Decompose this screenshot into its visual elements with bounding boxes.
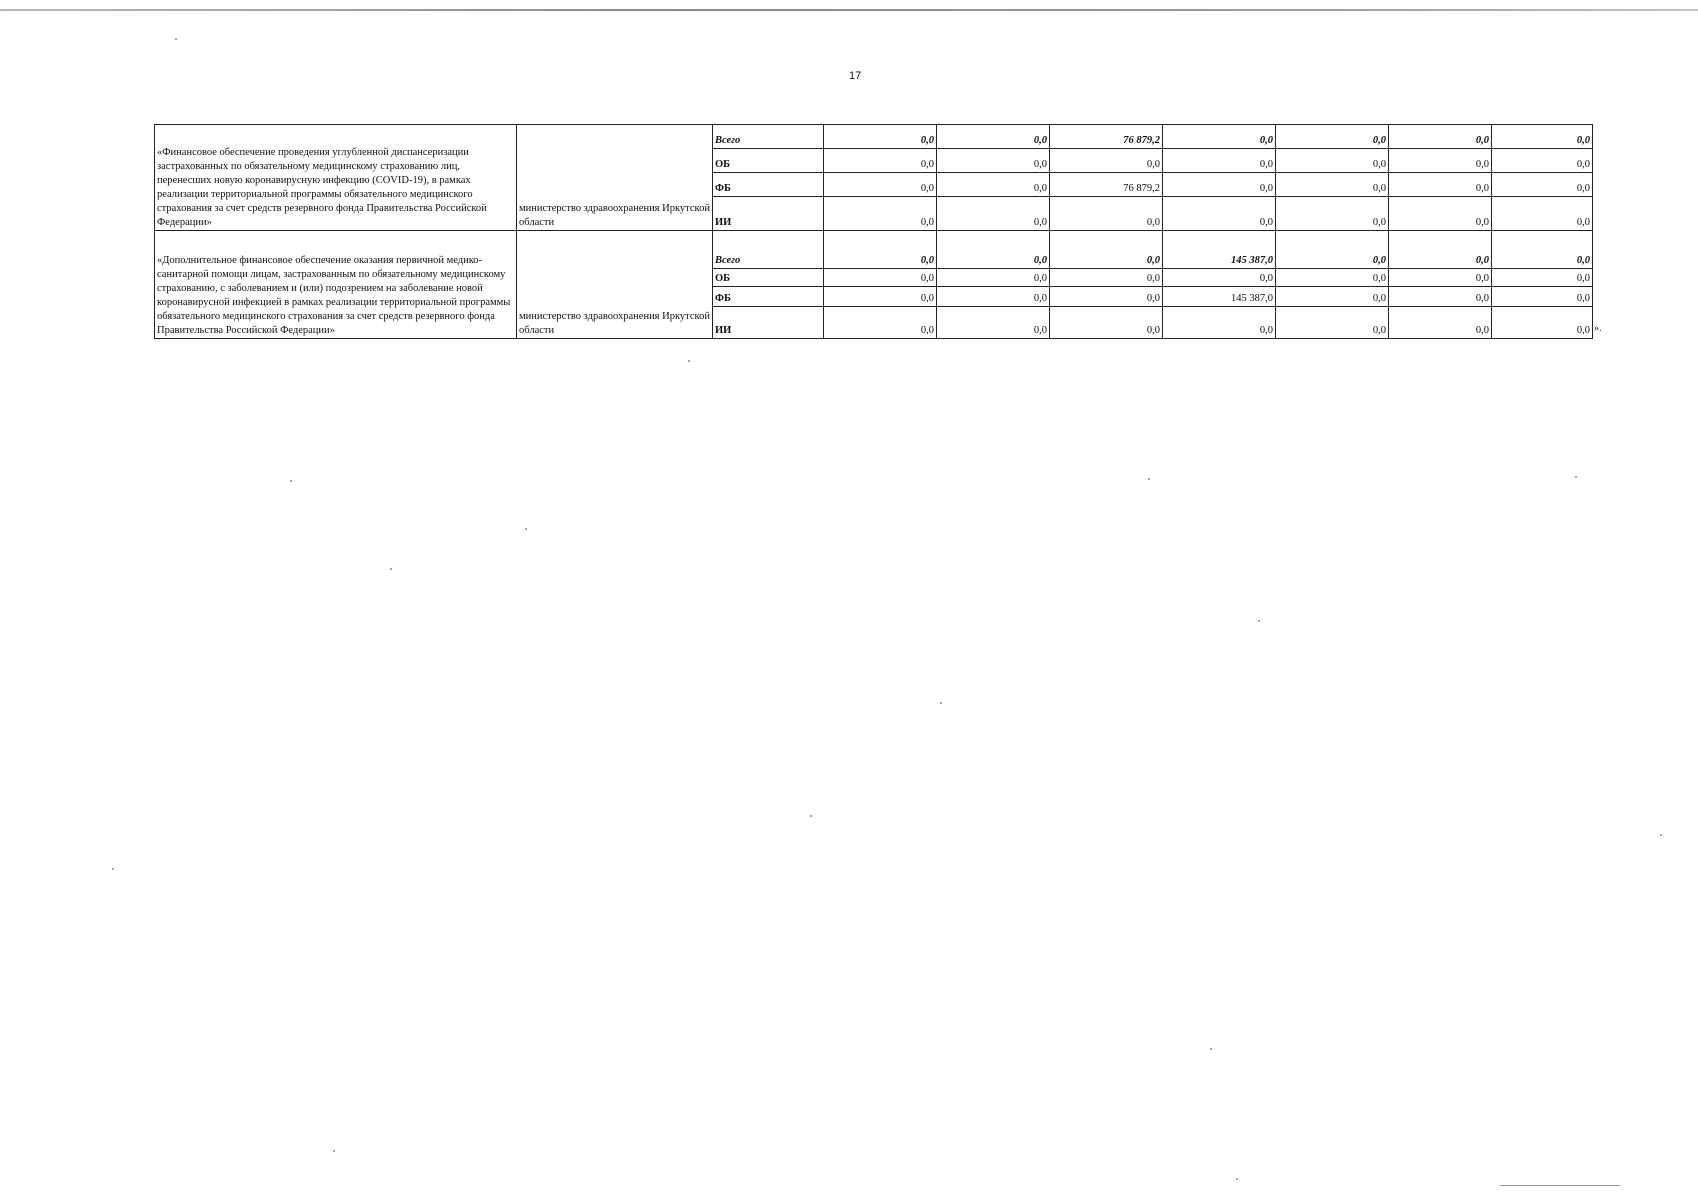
scan-speck [1236,1178,1238,1180]
value-cell: 0,0 [1389,269,1492,287]
measure-description: «Дополнительное финансовое обеспечение оказания первичной медико-санитарной помощи лицам, застрахованным по обязательному медицинскому страхованию, с заболеванием и (или) подозрением на заболевание новой коронавирусной инфекцией в рамках реализации территориальной программы обязательного медицинского страхования за счет средств резервного фонда Правительства Российской Федерации» [155,231,517,339]
value-cell: 0,0 [1389,307,1492,339]
value-cell: 0,0 [1163,173,1276,197]
table-row [155,231,1593,269]
funding-source-label: ОБ [713,269,824,287]
value-cell: 0,0 [1492,307,1593,339]
funding-source-label: ФБ [713,287,824,307]
value-cell: 0,0 [1163,269,1276,287]
value-cell: 76 879,2 [1050,125,1163,149]
value-cell: 0,0 [937,197,1050,231]
scan-speck [688,360,690,362]
responsible-organization: министерство здравоохранения Иркутской области [517,231,713,339]
value-cell: 0,0 [1050,307,1163,339]
value-cell: 0,0 [1389,149,1492,173]
table-row [155,125,1593,149]
scan-speck [1148,478,1150,480]
funding-source-label: Всего [713,125,824,149]
value-cell: 0,0 [1389,231,1492,269]
value-cell: 145 387,0 [1163,287,1276,307]
value-cell: 0,0 [937,231,1050,269]
value-cell: 0,0 [937,307,1050,339]
value-cell: 0,0 [1492,231,1593,269]
value-cell: 0,0 [937,287,1050,307]
value-cell: 0,0 [937,149,1050,173]
value-cell: 0,0 [1276,231,1389,269]
value-cell: 76 879,2 [1050,173,1163,197]
value-cell: 0,0 [1389,197,1492,231]
page-number: 17 [849,70,862,82]
funding-source-label: ОБ [713,149,824,173]
value-cell: 0,0 [1492,287,1593,307]
value-cell: 0,0 [1050,287,1163,307]
scan-speck [175,38,177,40]
scan-speck [333,1150,335,1152]
value-cell: 0,0 [824,149,937,173]
responsible-organization: министерство здравоохранения Иркутской области [517,125,713,231]
scan-speck [1575,476,1577,478]
value-cell: 0,0 [1163,125,1276,149]
measure-description: «Финансовое обеспечение проведения углубленной диспансеризации застрахованных по обязательному медицинскому страхованию лиц, перенесших новую коронавирусную инфекцию (COVID-19), в рамках реализации территориальной программы обязательного медицинского страхования за счет средств резервного фонда Правительства Российской Федерации» [155,125,517,231]
scan-speck [390,568,392,570]
scan-speck [525,528,527,530]
value-cell: 0,0 [824,197,937,231]
scan-speck [290,480,292,482]
funding-table [154,124,1593,339]
value-cell: 0,0 [1492,269,1593,287]
scan-speck [1258,620,1260,622]
value-cell: 0,0 [937,269,1050,287]
value-cell: 0,0 [824,173,937,197]
value-cell: 0,0 [824,231,937,269]
value-cell: 0,0 [1276,307,1389,339]
value-cell: 0,0 [824,269,937,287]
value-cell: 0,0 [937,125,1050,149]
value-cell: 0,0 [1492,149,1593,173]
value-cell: 0,0 [1050,269,1163,287]
funding-source-label: ИИ [713,307,824,339]
value-cell: 0,0 [1050,231,1163,269]
funding-source-label: Всего [713,231,824,269]
value-cell: 0,0 [1389,287,1492,307]
scan-edge-bottom [1500,1185,1620,1186]
value-cell: 0,0 [824,287,937,307]
value-cell: 0,0 [1163,197,1276,231]
value-cell: 0,0 [1276,197,1389,231]
value-cell: 0,0 [1276,269,1389,287]
scan-speck [940,702,942,704]
value-cell: 0,0 [1276,287,1389,307]
value-cell: 0,0 [824,307,937,339]
value-cell: 0,0 [1492,125,1593,149]
value-cell: 0,0 [824,125,937,149]
value-cell: 0,0 [937,173,1050,197]
value-cell: 0,0 [1389,125,1492,149]
scan-edge-top [0,9,1698,11]
value-cell: 145 387,0 [1163,231,1276,269]
value-cell: 0,0 [1389,173,1492,197]
closing-quote-mark: ». [1594,323,1602,334]
value-cell: 0,0 [1050,197,1163,231]
scan-speck [1210,1048,1212,1050]
value-cell: 0,0 [1276,173,1389,197]
scan-speck [1660,834,1662,836]
value-cell: 0,0 [1163,149,1276,173]
scan-speck [112,868,114,870]
value-cell: 0,0 [1276,125,1389,149]
value-cell: 0,0 [1492,173,1593,197]
funding-source-label: ФБ [713,173,824,197]
value-cell: 0,0 [1050,149,1163,173]
value-cell: 0,0 [1163,307,1276,339]
value-cell: 0,0 [1492,197,1593,231]
scan-speck [810,815,812,817]
value-cell: 0,0 [1276,149,1389,173]
funding-source-label: ИИ [713,197,824,231]
